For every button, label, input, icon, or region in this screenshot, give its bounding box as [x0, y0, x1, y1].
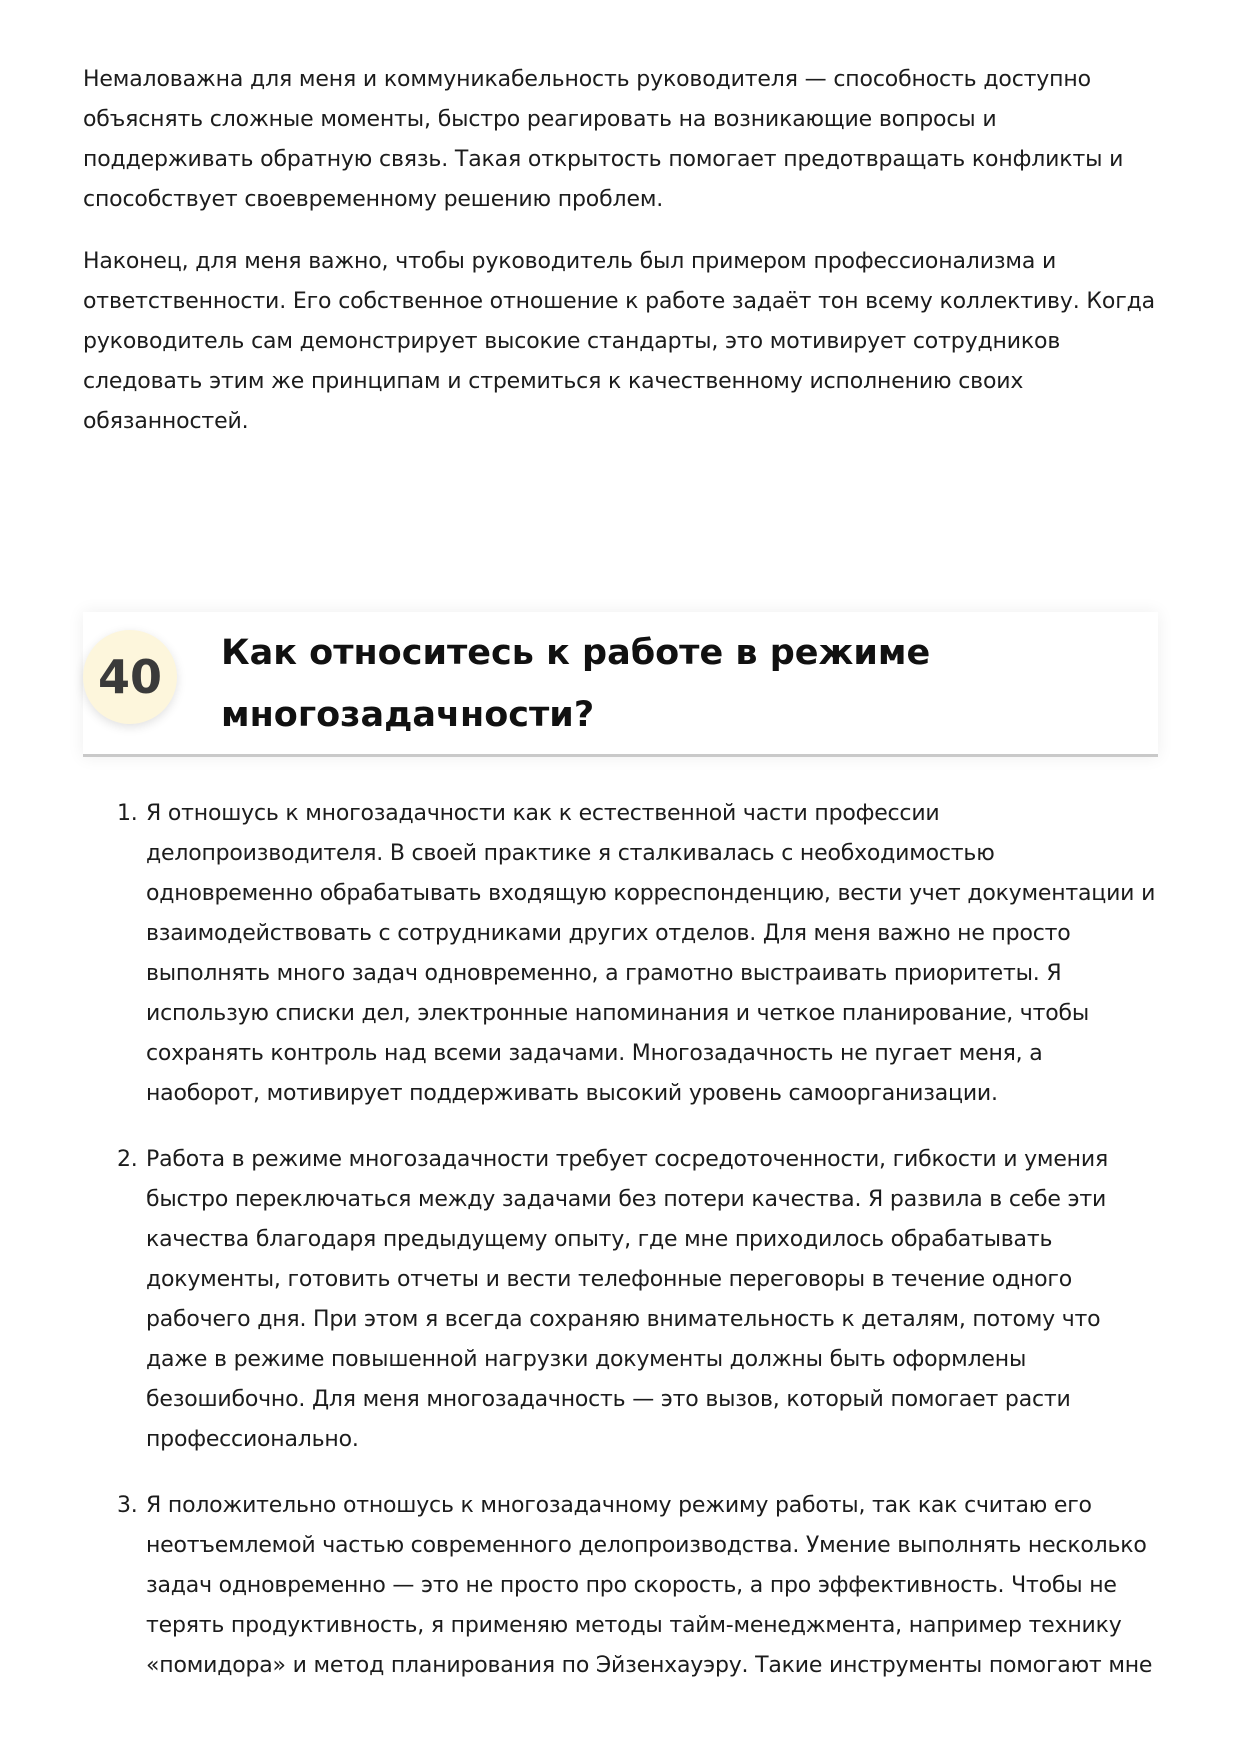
answer-item: [83, 794, 1163, 1114]
answer-marker: 2.: [117, 1147, 138, 1172]
question-header: [83, 612, 1158, 757]
question-number-badge: 40: [83, 630, 177, 724]
intro-paragraph: Наконец, для меня важно, чтобы руководитель был примером профессионализма и ответственности. Его собственное отношение к работе задаёт тон всему коллективу. Когда руководитель сам демонстрирует высокие стандарты, это мотивирует сотрудников следовать этим же принципам и стремиться к качественному исполнению своих обязанностей.: [83, 249, 1156, 434]
answer-item: [83, 1140, 1163, 1460]
intro-paragraph: Немаловажна для меня и коммуникабельность руководителя — способность доступно объяснять сложные моменты, быстро реагировать на возникающие вопросы и поддерживать обратную связь. Такая открытость помогает предотвращать конфликты и способствует своевременному решению проблем.: [83, 67, 1124, 212]
answers-list: [83, 794, 1163, 1712]
answer-marker: 3.: [117, 1493, 138, 1518]
intro-section: [83, 60, 1163, 464]
answer-marker: 1.: [117, 801, 138, 826]
answer-text: Я отношусь к многозадачности как к естественной части профессии делопроизводителя. В своей практике я сталкивалась с необходимостью одновременно обрабатывать входящую корреспонденцию, вести учет документации и взаимодействовать с сотрудниками других отделов. Для меня важно не просто выполнять много задач одновременно, а грамотно выстраивать приоритеты. Я использую списки дел, электронные напоминания и четкое планирование, чтобы сохранять контроль над всеми задачами. Многозадачность не пугает меня, а наоборот, мотивирует поддерживать высокий уровень самоорганизации.: [146, 801, 1156, 1106]
answer-text: Я положительно отношусь к многозадачному режиму работы, так как считаю его неотъемлемой частью современного делопроизводства. Умение выполнять несколько задач одновременно — это не просто про скорость, а про эффективность. Чтобы не терять продуктивность, я применяю методы тайм-менеджмента, например технику «помидора» и метод планирования по Эйзенхауэру. Такие инструменты помогают мне: [146, 1493, 1153, 1678]
question-title: Как относитесь к работе в режиме многозадачности?: [221, 633, 931, 735]
answer-item: [83, 1486, 1163, 1686]
answer-text: Работа в режиме многозадачности требует сосредоточенности, гибкости и умения быстро переключаться между задачами без потери качества. Я развила в себе эти качества благодаря предыдущему опыту, где мне приходилось обрабатывать документы, готовить отчеты и вести телефонные переговоры в течение одного рабочего дня. При этом я всегда сохраняю внимательность к деталям, потому что даже в режиме повышенной нагрузки документы должны быть оформлены безошибочно. Для меня многозадачность — это вызов, который помогает расти профессионально.: [146, 1147, 1108, 1452]
